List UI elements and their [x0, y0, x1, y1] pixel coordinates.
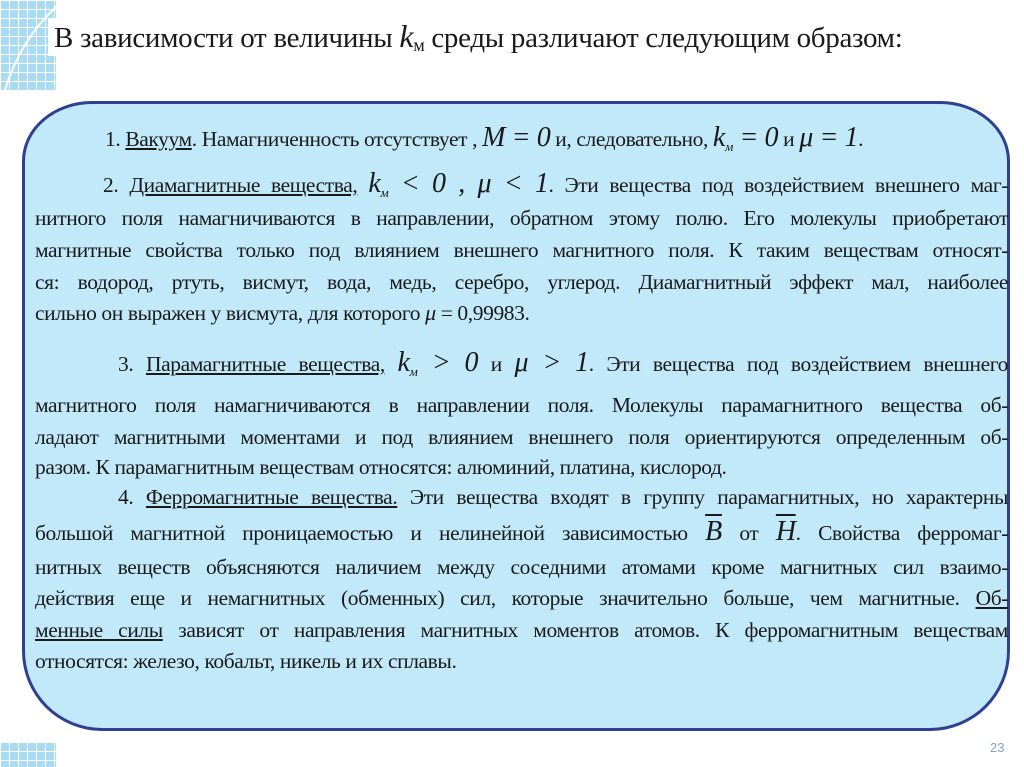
segment-text: Парамагнитные вещества, — [145, 352, 385, 376]
segment-text: от — [721, 521, 776, 545]
segment-text: = 0,99983. — [435, 301, 530, 325]
subscript: м — [724, 139, 733, 154]
text-segment — [103, 173, 129, 197]
segment-text: Вакуум — [125, 127, 192, 151]
text-segment — [35, 521, 705, 545]
segment-text: 3. — [118, 352, 146, 376]
text-segment — [35, 393, 1008, 417]
math-formula — [482, 122, 550, 153]
text-segment — [796, 521, 1008, 545]
text-line — [35, 518, 1008, 547]
text-segment — [35, 586, 976, 610]
text-line — [35, 236, 1008, 264]
segment-text: μ — [425, 300, 436, 325]
text-line — [35, 553, 1008, 581]
text-segment — [385, 352, 398, 376]
text-segment — [35, 649, 456, 673]
subscript: м — [409, 364, 418, 379]
segment-text: разом. К парамагнитным веществам относятся: алюминий, платина, кислород. — [35, 455, 727, 479]
segment-text: μ > 1 — [514, 347, 589, 378]
segment-text: сильно он выражен у висмута, для которого — [35, 301, 426, 325]
segment-text: M = 0 — [482, 122, 551, 153]
vector-symbol — [705, 516, 722, 547]
text-line — [35, 423, 1008, 451]
text-line — [35, 268, 1008, 296]
segment-text: и, следовательно, — [550, 127, 713, 151]
text-segment — [436, 301, 530, 325]
segment-text: действия еще и немагнитных (обменных) сил, которые значительно больше, чем магнитные. — [35, 586, 976, 610]
text-line — [35, 391, 1008, 419]
text-segment — [778, 127, 799, 151]
text-line — [35, 299, 1008, 327]
segment-text: менные силы — [35, 618, 163, 642]
segment-text: и — [778, 127, 800, 151]
text-segment — [35, 555, 1008, 579]
segment-text: 1. — [105, 127, 126, 151]
segment-text: нитного поля намагничиваются в направлении, обратном этому полю. Его молекулы приобретают — [35, 206, 1008, 230]
vector-symbol — [776, 516, 796, 547]
segment-text: и — [478, 352, 515, 376]
text-segment — [35, 270, 1008, 294]
segment-text: k — [712, 122, 725, 153]
text-line — [35, 124, 1008, 161]
text-segment — [35, 301, 425, 325]
segment-text: < 0 , μ < 1 — [388, 168, 549, 199]
text-segment — [35, 206, 1008, 230]
text-segment — [192, 127, 482, 151]
segment-text: Об- — [975, 586, 1008, 610]
math-symbol — [425, 300, 436, 325]
math-formula — [799, 122, 858, 153]
decorative-grid-bottom — [0, 742, 56, 767]
text-line — [35, 170, 1008, 207]
underlined-term — [146, 352, 385, 376]
title-k-subscript: м — [413, 35, 425, 55]
segment-text: 4. — [118, 485, 146, 509]
underlined-term — [125, 127, 191, 151]
segment-text: большой магнитной проницаемостью и нелинейной зависимостью — [35, 521, 706, 545]
math-formula — [417, 347, 478, 378]
math-formula — [514, 347, 588, 378]
text-line — [35, 349, 1008, 386]
text-segment — [35, 238, 1008, 262]
segment-text: нитных веществ объясняются наличием между соседними атомами кроме магнитных сил взаимо- — [35, 555, 1008, 579]
title-text-end: среды различают следующим образом: — [424, 22, 903, 54]
title-text: В зависимости от величины — [54, 22, 400, 54]
segment-text: . — [858, 127, 864, 151]
text-line — [35, 584, 1008, 612]
underlined-term — [35, 618, 163, 642]
segment-text: Диамагнитные вещества, — [129, 173, 358, 197]
subscript: м — [380, 185, 389, 200]
text-line — [35, 204, 1008, 232]
segment-text — [385, 352, 398, 376]
text-segment — [105, 127, 125, 151]
text-segment — [478, 352, 514, 376]
segment-text: $\overline{H}$ — [775, 516, 796, 547]
segment-text: > 0 — [417, 347, 479, 378]
text-segment — [549, 173, 1008, 197]
segment-text: k — [397, 347, 410, 378]
text-segment — [35, 425, 1008, 449]
text-segment — [722, 521, 776, 545]
math-formula — [388, 168, 548, 199]
text-segment — [118, 485, 146, 509]
text-segment — [118, 352, 146, 376]
segment-text: . Эти вещества под воздействием внешнего маг- — [548, 173, 1008, 197]
text-segment — [858, 127, 863, 151]
title-k: k — [399, 18, 414, 54]
page-number: 23 — [990, 740, 1005, 755]
segment-text: ся: водород, ртуть, висмут, вода, медь, серебро, углерод. Диамагнитный эффект мал, наиболее — [35, 270, 1008, 294]
math-formula — [397, 347, 417, 378]
title-km-symbol — [399, 18, 424, 54]
text-segment — [163, 618, 1008, 642]
underlined-term — [129, 173, 357, 197]
math-formula — [713, 122, 733, 153]
text-line — [35, 647, 1008, 675]
segment-text: Ферромагнитные вещества. — [145, 485, 398, 509]
text-line — [35, 483, 1008, 511]
slide-title — [48, 18, 908, 56]
segment-text: магнитные свойства только под влиянием внешнего магнитного поля. К таким веществам относят- — [35, 238, 1008, 262]
underlined-term — [976, 586, 1008, 610]
segment-text: зависят от направления магнитных моментов атомов. К ферромагнитным веществам — [162, 618, 1008, 642]
math-formula — [733, 122, 778, 153]
segment-text: $\overline{B}$ — [705, 516, 722, 547]
text-segment — [397, 485, 1008, 509]
segment-text — [357, 173, 368, 197]
segment-text: относятся: железо, кобальт, никель и их сплавы. — [35, 649, 457, 673]
segment-text: . Намагниченность отсутствует , — [191, 127, 483, 151]
segment-text: μ = 1 — [799, 122, 859, 153]
text-segment — [589, 352, 1008, 376]
segment-text: . Эти вещества под воздействием внешнего — [588, 352, 1009, 376]
segment-text: Эти вещества входят в группу парамагнитных, но характерны — [397, 485, 1008, 509]
segment-text: = 0 — [732, 122, 779, 153]
segment-text: . Свойства ферромаг- — [795, 521, 1009, 545]
segment-text: магнитного поля намагничиваются в направлении поля. Молекулы парамагнитного вещества об- — [35, 393, 1008, 417]
segment-text: ладают магнитными моментами и под влиянием внешнего поля ориентируются определенным об- — [35, 425, 1008, 449]
text-line — [35, 453, 1008, 481]
text-line — [35, 616, 1008, 644]
math-formula — [368, 168, 388, 199]
underlined-term — [146, 485, 397, 509]
segment-text: k — [368, 168, 381, 199]
text-segment — [35, 455, 727, 479]
segment-text: 2. — [103, 173, 130, 197]
text-segment — [357, 173, 368, 197]
text-segment — [550, 127, 713, 151]
